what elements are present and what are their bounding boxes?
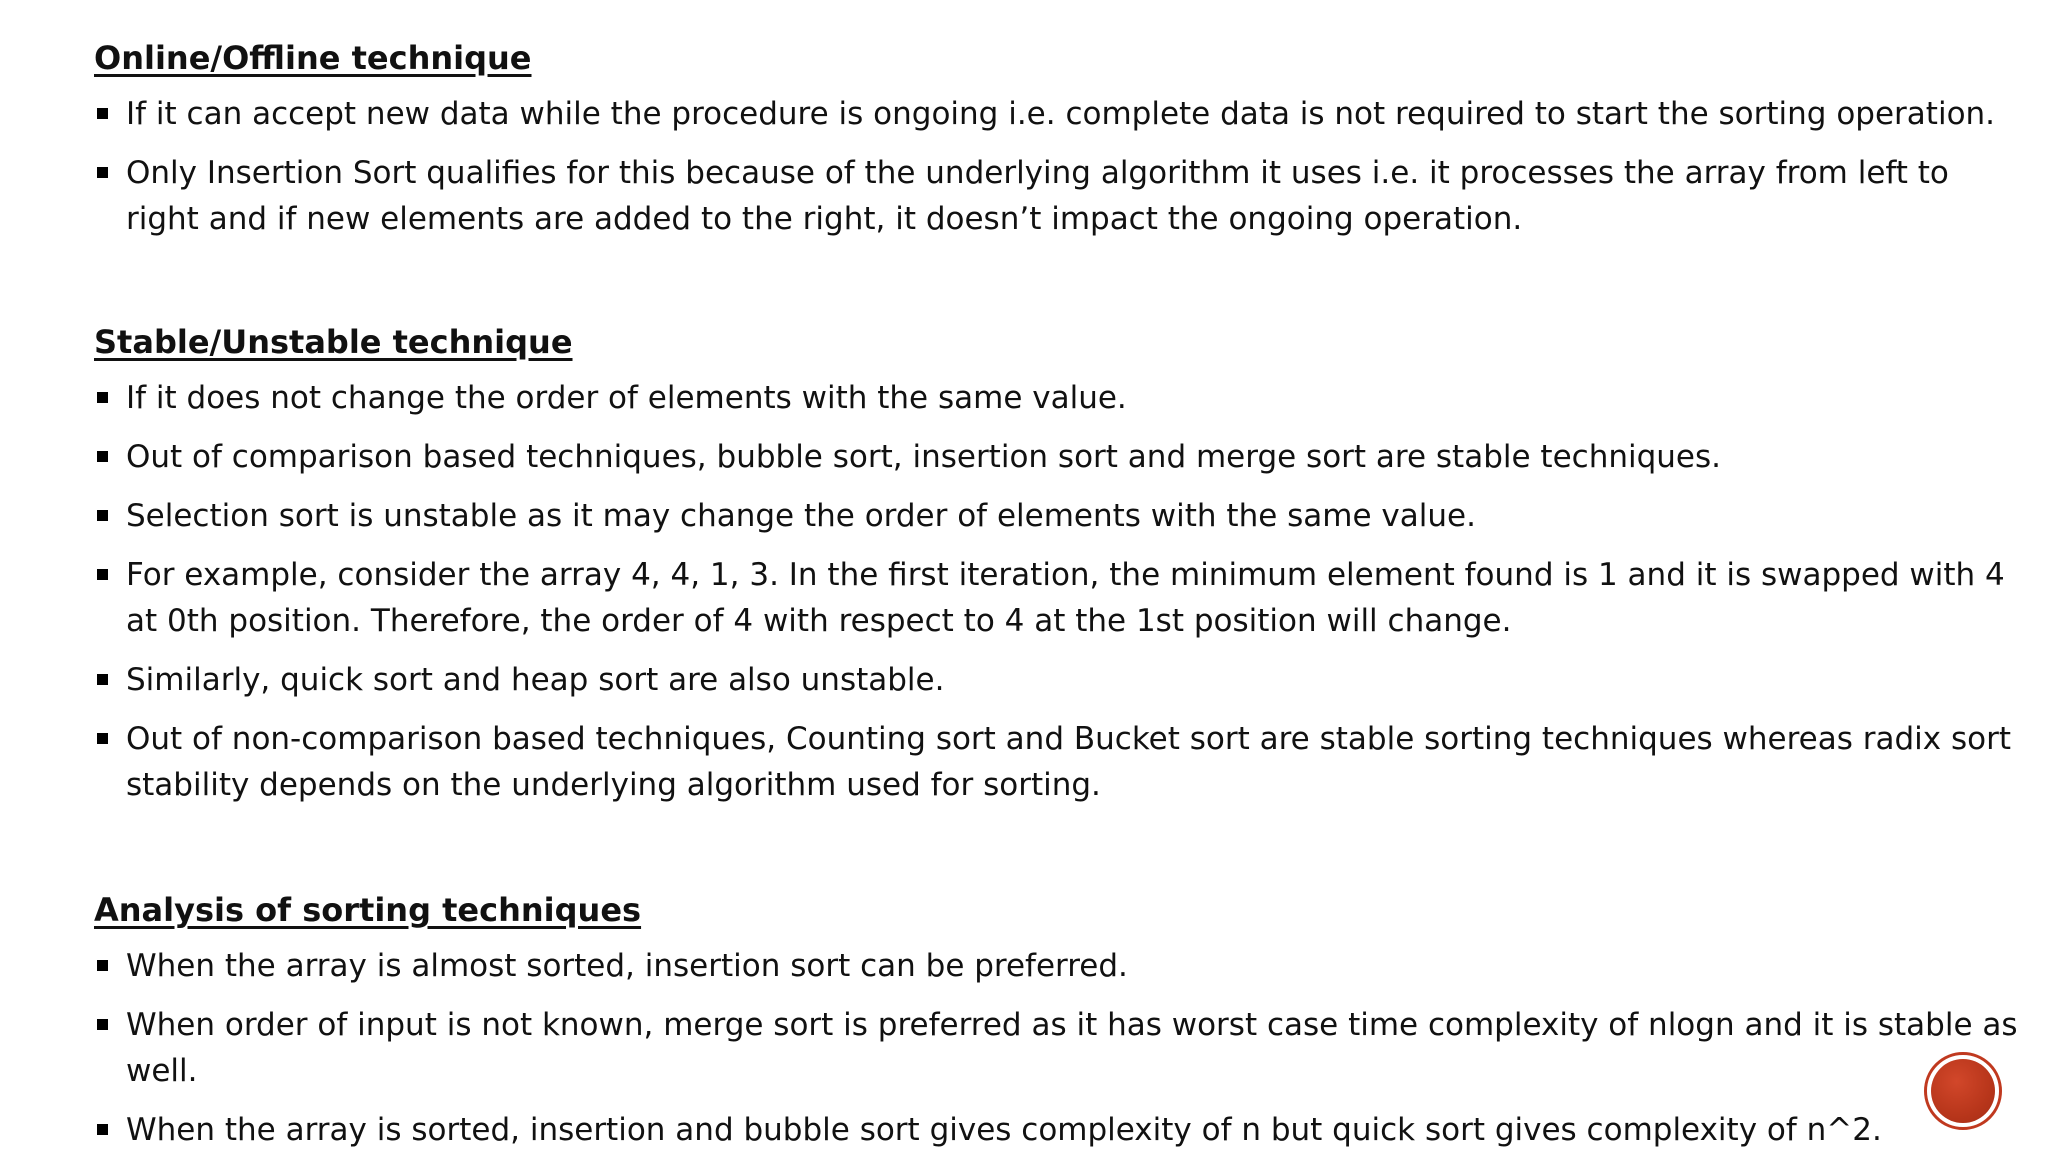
list-item [94, 552, 2024, 644]
square-bullet-icon [97, 108, 108, 119]
list-item [94, 716, 2024, 808]
bullet-list [94, 375, 2024, 808]
slide-badge-icon [1924, 1052, 2002, 1130]
bullet-text: When the array is almost sorted, insertion sort can be preferred. [126, 948, 1128, 984]
list-item [94, 1107, 2024, 1153]
bullet-text: Only Insertion Sort qualifies for this because of the underlying algorithm it uses i.e. it processes the array from left to right and if new elements are added to the right, it doesn’t impact the ongoing operation. [126, 155, 1949, 237]
square-bullet-icon [97, 960, 108, 971]
square-bullet-icon [97, 451, 108, 462]
bullet-text: When the array is sorted, insertion and bubble sort gives complexity of n but quick sort gives complexity of n^2. [126, 1112, 1882, 1148]
list-item [94, 375, 2024, 421]
square-bullet-icon [97, 167, 108, 178]
section-title: Stable/Unstable technique [94, 323, 573, 361]
square-bullet-icon [97, 510, 108, 521]
list-item [94, 434, 2024, 480]
section-title: Analysis of sorting techniques [94, 891, 642, 929]
bullet-text: If it does not change the order of elements with the same value. [126, 380, 1127, 416]
bullet-list [94, 943, 2024, 1153]
bullet-text: When order of input is not known, merge sort is preferred as it has worst case time complexity of nlogn and it is stable as well. [126, 1007, 2018, 1089]
list-item [94, 150, 2024, 242]
bullet-text: For example, consider the array 4, 4, 1, 3. In the first iteration, the minimum element found is 1 and it is swapped with 4 at 0th position. Therefore, the order of 4 with respect to 4 at the 1st position will change. [126, 557, 2005, 639]
section-online-offline [94, 38, 2024, 242]
square-bullet-icon [97, 674, 108, 685]
list-item [94, 1002, 2024, 1094]
bullet-text: If it can accept new data while the procedure is ongoing i.e. complete data is not required to start the sorting operation. [126, 96, 1996, 132]
section-stable-unstable [94, 322, 2024, 808]
square-bullet-icon [97, 1019, 108, 1030]
list-item [94, 493, 2024, 539]
square-bullet-icon [97, 392, 108, 403]
bullet-text: Similarly, quick sort and heap sort are also unstable. [126, 662, 945, 698]
list-item [94, 943, 2024, 989]
bullet-text: Out of non-comparison based techniques, Counting sort and Bucket sort are stable sorting techniques whereas radix sort stability depends on the underlying algorithm used for sorting. [126, 721, 2011, 803]
list-item [94, 91, 2024, 137]
square-bullet-icon [97, 1124, 108, 1135]
list-item [94, 657, 2024, 703]
bullet-text: Selection sort is unstable as it may change the order of elements with the same value. [126, 498, 1476, 534]
section-analysis [94, 890, 2024, 1153]
square-bullet-icon [97, 569, 108, 580]
square-bullet-icon [97, 733, 108, 744]
bullet-text: Out of comparison based techniques, bubble sort, insertion sort and merge sort are stable techniques. [126, 439, 1722, 475]
bullet-list [94, 91, 2024, 242]
badge-fill [1931, 1059, 1995, 1123]
section-title: Online/Offline technique [94, 39, 532, 77]
